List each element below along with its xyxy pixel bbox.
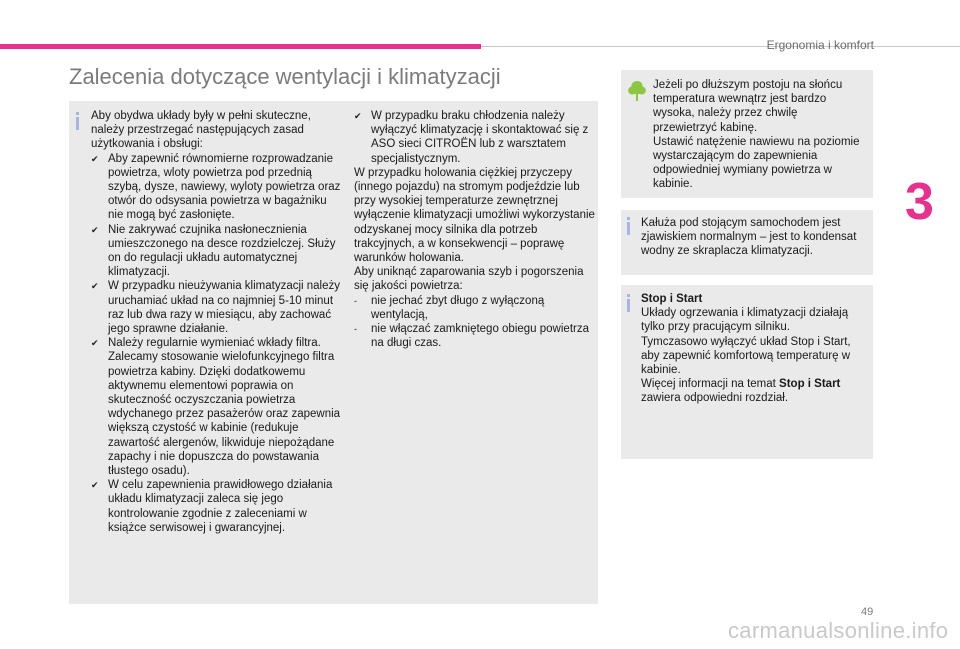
stop-start-note: Stop i Start Układy ogrzewania i klimatyzacji działają tylko przy pracującym silniku. Tymczasowo wyłączyć układ Stop i Start, aby zapewnić komfortową temperaturę w kabinie. Więcej informacji na temat Stop i Start zawiera odpowiedni rozdział. <box>641 293 851 405</box>
list-item: ✔ W celu zapewnienia prawidłowego działania układu klimatyzacji zaleca się jego kontrolowanie zgodnie z zaleceniami w książce serwisowej i gwarancyjnej. <box>91 479 333 534</box>
list-item: ✔ Aby zapewnić równomierne rozprowadzanie powietrza, wloty powietrza pod przednią szybą, dysze, nawiewy, wyloty powietrza oraz otwór do odsysania powietrza w bagażniku nie mogą być zasłonięte. <box>91 152 341 222</box>
chapter-number: 3 <box>905 173 934 231</box>
fogging-paragraph: Aby uniknąć zaparowania szyb i pogorszenia się jakości powietrza: <box>354 266 584 293</box>
bullet-icon: ✔ <box>91 480 99 491</box>
page-number: 49 <box>861 606 874 618</box>
list-item: ✔ W przypadku nieużywania klimatyzacji należy uruchamiać układ na co najmniej 5-10 minut raz lub dwa razy w miesiącu, aby zachować jego sprawne działanie. <box>91 280 341 336</box>
bullet-icon: ✔ <box>354 111 362 121</box>
condensation-note: Kałuża pod stojącym samochodem jest zjawiskiem normalnym – jest to kondensat wodny ze skraplacza klimatyzacji. <box>641 217 857 258</box>
list-item: - nie włączać zamkniętego obiegu powietrza na długi czas. <box>354 323 589 350</box>
bullet-icon: ✔ <box>91 153 99 164</box>
towing-paragraph: W przypadku holowania ciężkiej przyczepy (innego pojazdu) na stromym podjeździe lub przy wysokiej temperaturze zewnętrznej wyłączenie klimatyzacji umożliwi wykorzystanie odzyskanej mocy silnika dla potrzeb trakcyjnych, a w konsekwencji – poprawę warunków holowania. <box>354 166 595 265</box>
list-item: - nie jechać zbyt długo z wyłączoną wentylacją, <box>354 294 545 321</box>
section-title: Ergonomia i komfort <box>766 38 874 52</box>
bullet-icon: ✔ <box>91 281 99 292</box>
header-accent-bar <box>0 44 481 49</box>
page-title: Zalecenia dotyczące wentylacji i klimatyzacji <box>69 64 501 89</box>
intro-text: Aby obydwa układy były w pełni skuteczne, należy przestrzegać następujących zasad użytkowania i obsługi: <box>91 110 311 151</box>
list-item: ✔ Nie zakrywać czujnika nasłonecznienia umieszczonego na desce rozdzielczej. Służy on do regulacji układu automatycznej klimatyzacji. <box>91 223 336 279</box>
main-column-1 <box>91 109 341 535</box>
list-item: ✔ Należy regularnie wymieniać wkłady filtra. Zalecamy stosowanie wielofunkcyjnego filtra powietrza kabiny. Dzięki dodatkowemu aktywnemu elementowi poprawia on skuteczność oczyszczania powietrza wdychanego przez pasażerów oraz zapewnia większą czystość w kabinie (redukuje zawartość alergenów, likwiduje niepożądane zapachy i nie dopuszcza do powstawania tłustego osadu). <box>91 337 341 478</box>
watermark: carmanualsonline.info <box>728 618 949 643</box>
header-rule <box>481 46 960 47</box>
eco-tree-icon <box>627 80 647 102</box>
eco-tip-text: Jeżeli po dłuższym postoju na słońcu temperatura wewnątrz jest bardzo wysoka, należy przez chwilę przewietrzyć kabinę. Ustawić natężenie nawiewu na poziomie wystarczającym do zapewnienia odpowiedniej wymiany powietrza w kabinie. <box>653 79 860 191</box>
main-column-2 <box>354 109 596 350</box>
stop-start-title: Stop i Start <box>641 293 703 305</box>
list-item: ✔ W przypadku braku chłodzenia należy wyłączyć klimatyzację i skontaktować się z ASO sieci CITROËN lub z warsztatem specjalistycznym. <box>354 110 589 165</box>
bullet-icon: ✔ <box>91 338 99 349</box>
info-icon <box>627 294 630 312</box>
info-icon <box>627 217 630 235</box>
info-icon <box>76 112 79 130</box>
bullet-icon: ✔ <box>91 224 99 235</box>
